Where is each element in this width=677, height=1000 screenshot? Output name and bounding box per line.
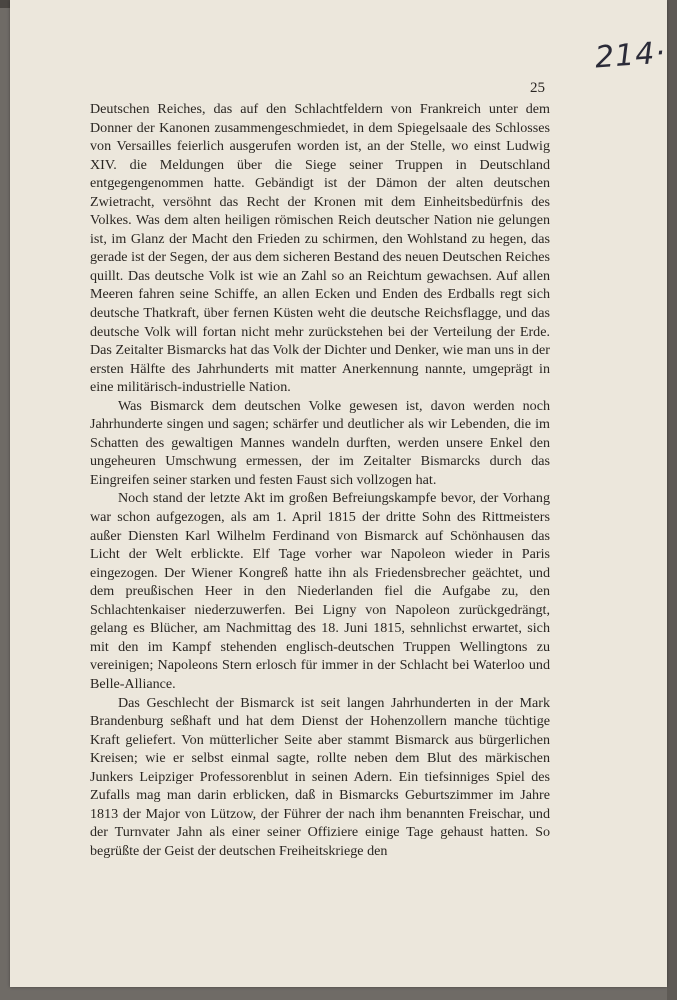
handwritten-archive-number: 214·: [593, 35, 667, 76]
paragraph: Noch stand der letzte Akt im großen Befreiungskampfe bevor, der Vorhang war schon aufgezogen, als am 1. April 1815 der dritte Sohn des Rittmeisters außer Diensten Karl Wilhelm Ferdinand von Bismarck auf Schönhausen das Licht der Welt erblickte. Elf Tage vorher war Napoleon wieder in Paris eingezogen. Der Wiener Kongreß hatte ihn als Friedensbrecher geächtet, und dem preußischen Heer in den Niederlanden fiel die Aufgabe zu, den Schlachtenkaiser niederzuwerfen. Bei Ligny von Napoleon zurückgedrängt, gelang es Blücher, am Nachmittag des 18. Juni 1815, sehnlichst erwartet, sich mit den im Kampf stehenden englisch-deutschen Truppen Wellingtons zu vereinigen; Napoleons Stern erlosch für immer in der Schlacht bei Waterloo und Belle-Alliance.: [90, 490, 550, 692]
scan-right-border: [667, 0, 677, 1000]
paragraph: Das Geschlecht der Bismarck ist seit langen Jahrhunderten in der Mark Brandenburg seßhaft und hat dem Dienst der Hohenzollern manche tüchtige Kraft geliefert. Von mütterlicher Seite aber stammt Bismarck aus bürgerlichen Kreisen; wie er selbst einmal sagte, rollte neben dem Blut des märkischen Junkers Leipziger Professorenblut in seinen Adern. Ein tiefsinniges Spiel des Zufalls mag man darin erblicken, daß in Bismarcks Geburtszimmer im Jahre 1813 der Major von Lützow, der Führer der nach ihm benannten Freischar, und der Turnvater Jahn als einer seiner Offiziere einige Tage gehaust hatten. So begrüßte der Geist der deutschen Freiheitskriege den: [90, 694, 550, 859]
body-text: [90, 100, 550, 860]
paragraph: Was Bismarck dem deutschen Volke gewesen ist, davon werden noch Jahrhunderte singen und sagen; schärfer und deutlicher als wir Lebenden, die im Schatten des gewaltigen Mannes wandeln durften, werden unsere Enkel den ungeheuren Umschwung ermessen, der im Zeitalter Bismarcks durch das Eingreifen seiner starken und festen Faust sich vollzogen hat.: [90, 397, 550, 488]
book-page: [10, 0, 667, 987]
paragraph-continuation: Deutschen Reiches, das auf den Schlachtfeldern von Frankreich unter dem Donner der Kanonen zusammengeschmiedet, in dem Spiegelsaale des Schlosses von Versailles feierlich ausgerufen worden ist, an der Stelle, wo einst Ludwig XIV. die Meldungen über die Siege seiner Truppen in Deutschland entgegengenommen hatte. Gebändigt ist der Dämon der alten deutschen Zwietracht, versöhnt das Recht der Kronen mit dem Einheitsbedürfnis des Volkes. Was dem alten heiligen römischen Reich deutscher Nation nie gelungen ist, im Glanz der Macht den Frieden zu schirmen, den Wohlstand zu hegen, das gerade ist der Segen, der aus dem sicheren Bestand des neuen Deutschen Reiches quillt. Das deutsche Volk ist wie an Zahl so an Reichtum gewachsen. Auf allen Meeren fahren seine Schiffe, an allen Ecken und Enden des Erdballs regt sich deutsche Thatkraft, über fernen Küsten weht die deutsche Reichsflagge, und das deutsche Volk will fortan nicht mehr zurückstehen bei der Verteilung der Erde. Das Zeitalter Bismarcks hat das Volk der Dichter und Denker, wie man uns in der ersten Hälfte des Jahrhunderts mit matter Anerkennung nannte, umgeprägt in eine militärisch-industrielle Nation.: [90, 101, 550, 396]
page-number: 25: [530, 80, 545, 96]
